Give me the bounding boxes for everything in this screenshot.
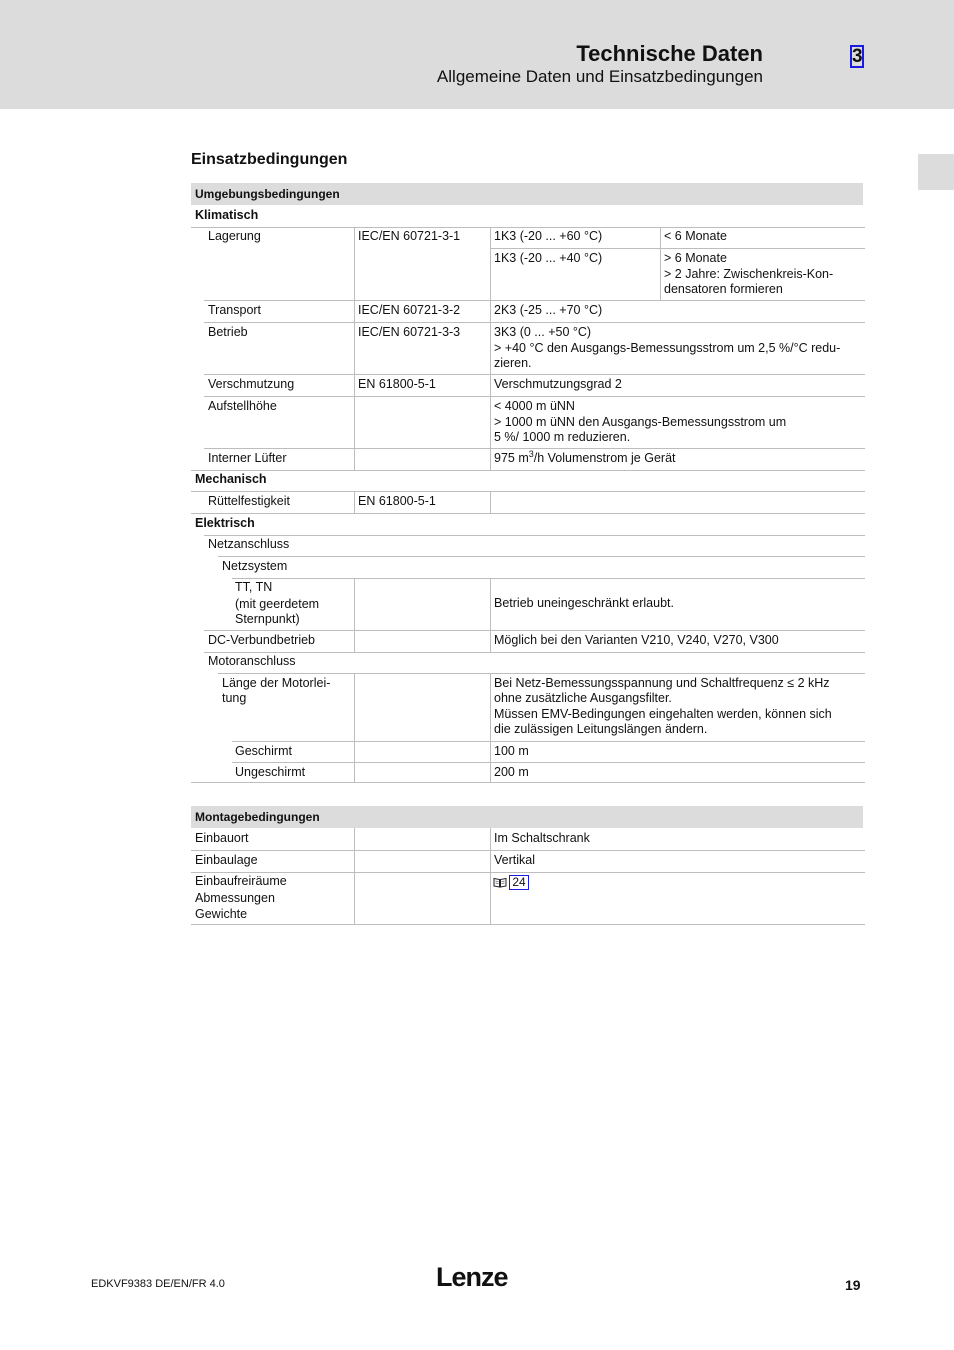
rule	[191, 491, 865, 492]
column-rule	[354, 674, 355, 782]
rule	[191, 470, 865, 471]
rule	[232, 578, 865, 579]
cond-lagerung-2-line3: densatoren formieren	[664, 282, 783, 296]
rule	[191, 513, 865, 514]
rule	[204, 448, 865, 449]
norm-ruettel: EN 61800-5-1	[358, 494, 436, 508]
value-luefter: 975 $m^3/h$ Volumenstrom je Gerät	[494, 448, 676, 465]
column-rule	[490, 579, 491, 652]
rule	[204, 535, 865, 536]
row-label-laenge-line2: tung	[222, 691, 247, 705]
rule	[232, 762, 865, 763]
row-label-ungeschirmt: Ungeschirmt	[235, 765, 306, 779]
row-label-einbaulage: Einbaulage	[195, 853, 258, 867]
cond-lagerung-2-line2: > 2 Jahre: Zwischenkreis-Kon-	[664, 267, 834, 281]
class-lagerung-2: 1K3 (-20 ... +40 °C)	[494, 251, 603, 265]
column-rule	[354, 579, 355, 652]
value-ungeschirmt: 200 m	[494, 765, 529, 779]
cond-lagerung-1: < 6 Monate	[664, 229, 727, 243]
value-laenge-line4: die zulässigen Leitungslängen ändern.	[494, 722, 708, 736]
value-aufstellhoehe-line1: < 4000 m üNN	[494, 399, 575, 413]
column-rule	[354, 828, 355, 924]
norm-betrieb: IEC/EN 60721-3-3	[358, 325, 461, 339]
row-label-motoranschluss: Motoranschluss	[208, 654, 296, 668]
row-label-verschmutzung: Verschmutzung	[208, 377, 295, 391]
row-label-ruettel: Rüttelfestigkeit	[208, 494, 290, 508]
chapter-side-tab	[918, 154, 954, 190]
row-label-transport: Transport	[208, 303, 262, 317]
column-rule	[354, 228, 355, 470]
norm-lagerung: IEC/EN 60721-3-1	[358, 229, 461, 243]
rule	[218, 556, 865, 557]
page-title: Technische Daten	[576, 41, 763, 66]
column-rule	[490, 228, 491, 470]
rule	[191, 227, 865, 228]
group-elektrisch: Elektrisch	[195, 516, 255, 530]
row-label-tttn-line2: (mit geerdetem	[235, 597, 320, 611]
group-header-montage: Montagebedingungen	[191, 806, 863, 828]
value-tttn: Betrieb uneingeschränkt erlaubt.	[494, 596, 674, 610]
value-betrieb-line2: > +40 °C den Ausgangs-Bemessungsstrom um 2,5 %/°C redu-	[494, 341, 841, 355]
norm-verschmutzung: EN 61800-5-1	[358, 377, 436, 391]
column-rule	[490, 492, 491, 513]
section-heading: Einsatzbedingungen	[191, 151, 348, 168]
page-subtitle: Allgemeine Daten und Einsatzbedingungen	[436, 67, 763, 86]
row-label-geschirmt: Geschirmt	[235, 744, 292, 758]
class-lagerung-1: 1K3 (-20 ... +60 °C)	[494, 229, 603, 243]
value-aufstellhoehe-line2: > 1000 m üNN den Ausgangs-Bemessungsstrom um	[494, 415, 787, 429]
row-label-dc: DC-Verbundbetrieb	[208, 633, 316, 647]
row-label-luefter: Interner Lüfter	[208, 451, 287, 465]
rule	[204, 300, 865, 301]
group-header-umgebung: Umgebungsbedingungen	[191, 183, 863, 205]
rule	[204, 652, 865, 653]
value-laenge-line2: ohne zusätzliche Ausgangsfilter.	[494, 691, 672, 705]
value-betrieb-line1: 3K3 (0 ... +50 °C)	[494, 325, 592, 339]
row-label-netzsystem: Netzsystem	[222, 559, 288, 573]
rule	[218, 673, 865, 674]
page-number: 19	[845, 1277, 861, 1293]
rule	[204, 396, 865, 397]
column-rule	[490, 674, 491, 782]
value-transport: 2K3 (-25 ... +70 °C)	[494, 303, 603, 317]
rule	[191, 850, 865, 851]
value-einbauort: Im Schaltschrank	[494, 831, 590, 845]
lenze-logo: Lenze	[436, 1262, 508, 1292]
row-label-lagerung: Lagerung	[208, 229, 261, 243]
column-rule	[354, 492, 355, 513]
value-laenge-line1: Bei Netz-Bemessungsspannung und Schaltfrequenz ≤ 2 kHz	[494, 676, 830, 690]
rule	[204, 630, 865, 631]
value-geschirmt: 100 m	[494, 744, 529, 758]
page-reference-link[interactable]: 24	[509, 875, 529, 890]
norm-transport: IEC/EN 60721-3-2	[358, 303, 461, 317]
row-label-freiraeume-line1: Einbaufreiräume	[195, 874, 287, 888]
value-einbaulage: Vertikal	[494, 853, 535, 867]
rule	[191, 924, 865, 925]
column-rule	[490, 828, 491, 924]
value-laenge-line3: Müssen EMV-Bedingungen eingehalten werden, können sich	[494, 707, 832, 721]
value-betrieb-line3: zieren.	[494, 356, 532, 370]
column-rule	[660, 228, 661, 300]
row-label-tttn-line1: TT, TN	[235, 580, 273, 594]
rule	[204, 374, 865, 375]
row-label-laenge-line1: Länge der Motorlei-	[222, 676, 331, 690]
cond-lagerung-2-line1: > 6 Monate	[664, 251, 727, 265]
row-label-betrieb: Betrieb	[208, 325, 248, 339]
group-mechanisch: Mechanisch	[195, 472, 267, 486]
value-dc: Möglich bei den Varianten V210, V240, V270, V300	[494, 633, 779, 647]
row-label-freiraeume-line2: Abmessungen	[195, 891, 275, 905]
book-icon	[493, 877, 507, 888]
header-band	[0, 0, 954, 109]
rule	[491, 248, 865, 249]
rule	[204, 322, 865, 323]
rule	[232, 741, 865, 742]
row-label-tttn-line3: Sternpunkt)	[235, 612, 300, 626]
rule	[191, 782, 865, 783]
row-label-aufstellhoehe: Aufstellhöhe	[208, 399, 277, 413]
document-id: EDKVF9383 DE/EN/FR 4.0	[91, 1278, 225, 1290]
value-verschmutzung: Verschmutzungsgrad 2	[494, 377, 622, 391]
row-label-netzanschluss: Netzanschluss	[208, 537, 290, 551]
row-label-einbauort: Einbauort	[195, 831, 249, 845]
chapter-marker[interactable]: 3	[852, 46, 863, 67]
value-aufstellhoehe-line3: 5 %/ 1000 m reduzieren.	[494, 430, 631, 444]
row-label-freiraeume-line3: Gewichte	[195, 907, 248, 921]
rule	[191, 872, 865, 873]
group-klimatisch: Klimatisch	[195, 208, 259, 222]
